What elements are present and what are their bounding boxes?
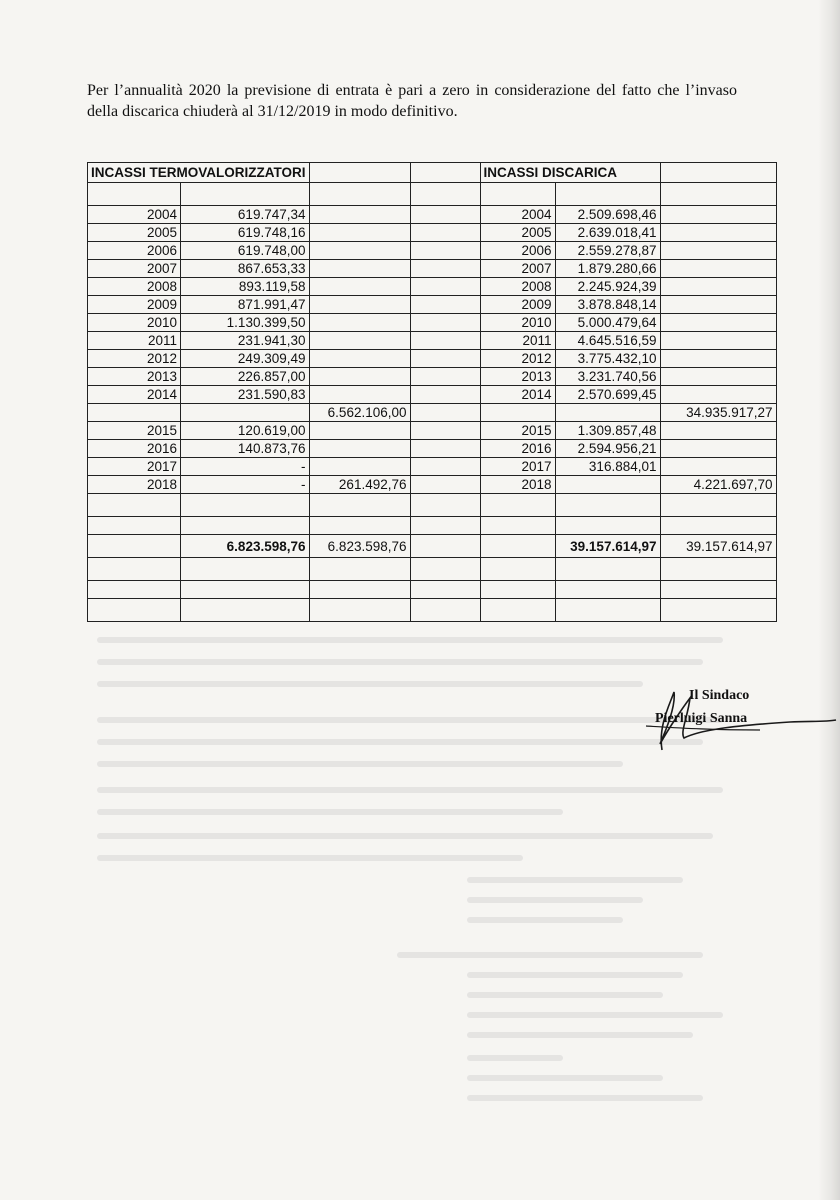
value-left: 120.619,00 [181, 422, 309, 440]
total-right-b: 39.157.614,97 [660, 535, 776, 558]
table-row [88, 260, 777, 278]
year-right: 2016 [480, 440, 555, 458]
year-right: 2009 [480, 296, 555, 314]
value-right: 3.878.848,14 [555, 296, 660, 314]
value-left: 619.748,16 [181, 224, 309, 242]
year-left: 2005 [88, 224, 181, 242]
value-right: 2.570.699,45 [555, 386, 660, 404]
year-right: 2015 [480, 422, 555, 440]
table-blank-row [88, 558, 777, 581]
year-left: 2016 [88, 440, 181, 458]
value-right: 2.245.924,39 [555, 278, 660, 296]
value-left: 226.857,00 [181, 368, 309, 386]
intro-paragraph: Per l’annualità 2020 la previsione di entrata è pari a zero in considerazione del fatto che l’invaso della discarica chiuderà al 31/12/2019 in modo definitivo. [87, 82, 737, 120]
table-header-row [88, 163, 777, 183]
year-left: 2004 [88, 206, 181, 224]
value-right: 1.879.280,66 [555, 260, 660, 278]
subtotal-right: 34.935.917,27 [660, 404, 776, 422]
value-right: 1.309.857,48 [555, 422, 660, 440]
year-left: 2006 [88, 242, 181, 260]
year-left: 2009 [88, 296, 181, 314]
total-left-b: 6.823.598,76 [309, 535, 410, 558]
year-left: 2015 [88, 422, 181, 440]
table-row [88, 224, 777, 242]
table-row [88, 314, 777, 332]
value-right: 2.594.956,21 [555, 440, 660, 458]
revenue-table [87, 162, 777, 622]
year-right: 2007 [480, 260, 555, 278]
year-left: 2007 [88, 260, 181, 278]
table-row [88, 386, 777, 404]
year-right: 2011 [480, 332, 555, 350]
table-row [88, 332, 777, 350]
table-row [88, 278, 777, 296]
year-right: 2010 [480, 314, 555, 332]
value-right: 3.775.432,10 [555, 350, 660, 368]
table-row [88, 350, 777, 368]
value-right: 2.559.278,87 [555, 242, 660, 260]
year-right: 2013 [480, 368, 555, 386]
value-right: 2.639.018,41 [555, 224, 660, 242]
value-left: 871.991,47 [181, 296, 309, 314]
year-left: 2013 [88, 368, 181, 386]
value-left: 140.873,76 [181, 440, 309, 458]
value-right: 5.000.479,64 [555, 314, 660, 332]
value-left: 893.119,58 [181, 278, 309, 296]
year-left: 2012 [88, 350, 181, 368]
table-row [88, 458, 777, 476]
value-left: - [181, 458, 309, 476]
table-row [88, 242, 777, 260]
table-row [88, 422, 777, 440]
subtotal-left: 6.562.106,00 [309, 404, 410, 422]
value-left: 1.130.399,50 [181, 314, 309, 332]
page-edge-shadow [818, 0, 840, 1200]
year-left: 2014 [88, 386, 181, 404]
table-row [88, 296, 777, 314]
year-right: 2006 [480, 242, 555, 260]
value-right: 316.884,01 [555, 458, 660, 476]
table-blank-row [88, 517, 777, 535]
value-left: 249.309,49 [181, 350, 309, 368]
value-left: 867.653,33 [181, 260, 309, 278]
value-left: 231.590,83 [181, 386, 309, 404]
table-row [88, 206, 777, 224]
year-right: 2008 [480, 278, 555, 296]
table-row [88, 440, 777, 458]
total-right: 39.157.614,97 [555, 535, 660, 558]
total-left: 6.823.598,76 [181, 535, 309, 558]
table-row [88, 368, 777, 386]
value-right: 4.645.516,59 [555, 332, 660, 350]
value-left: 619.747,34 [181, 206, 309, 224]
signature-name: Pierluigi Sanna [655, 711, 748, 726]
value-right: 3.231.740,56 [555, 368, 660, 386]
value-left: 231.941,30 [181, 332, 309, 350]
right-table-title: INCASSI DISCARICA [480, 163, 660, 183]
table-row-2018: 2018 - 261.492,76 2018 4.221.697,70 [88, 476, 777, 494]
signature-title: Il Sindaco [689, 688, 750, 703]
year-left: 2011 [88, 332, 181, 350]
table-blank-row [88, 183, 777, 206]
year-right: 2005 [480, 224, 555, 242]
year-right: 2012 [480, 350, 555, 368]
year-right: 2004 [480, 206, 555, 224]
value-left: 619.748,00 [181, 242, 309, 260]
table-blank-row [88, 581, 777, 599]
table-blank-row [88, 494, 777, 517]
value-right: 2.509.698,46 [555, 206, 660, 224]
year-left: 2010 [88, 314, 181, 332]
year-left: 2017 [88, 458, 181, 476]
table-blank-row [88, 599, 777, 622]
year-right: 2014 [480, 386, 555, 404]
year-left: 2008 [88, 278, 181, 296]
year-right: 2017 [480, 458, 555, 476]
table-row-totals [88, 535, 777, 558]
left-table-title: INCASSI TERMOVALORIZZATORI [88, 163, 310, 183]
table-row-subtotal [88, 404, 777, 422]
